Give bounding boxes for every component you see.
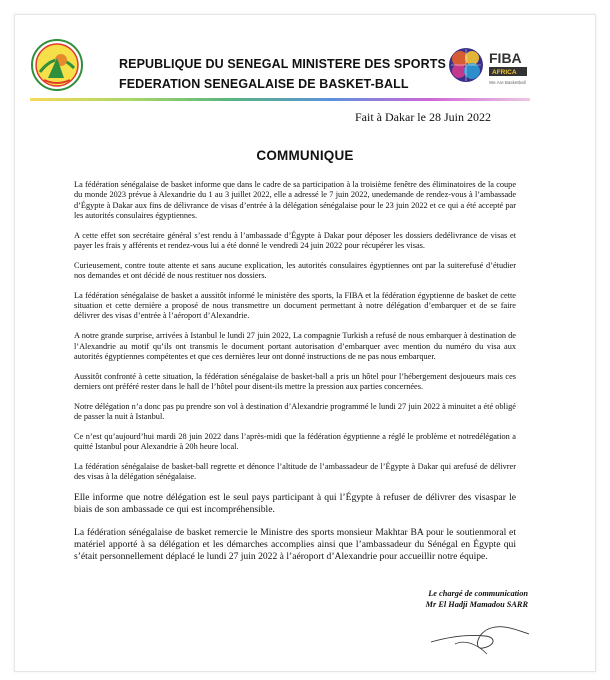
signature-block: [426, 589, 528, 610]
paragraph: La fédération sénégalaise de basket a aussitôt informé le ministère des sports, la FIBA et la fédération égyptienne de basket de cette situation et cette dernière a proposé de nous transmettre un document permettant à notre délégation d’embarquer et de se faire délivrer des visas d’entrée à l’aéroport d’Alexandrie.: [74, 290, 516, 321]
signatory-name: Mr El Hadji Mamadou SARR: [425, 599, 528, 609]
paragraph: La fédération sénégalaise de basket remercie le Ministre des sports monsieur Makhtar BA pour le soutienmoral et matériel apporté à sa délégation et les démarches accomplies ainsi que l’ambassadeur du Sénégal en Égypte qui s’était personnellement déplacé le lundi 27 juin 2022 à l’aéroport d’Alexandrie pour accueillir notre équipe.: [74, 527, 516, 563]
header-divider: [30, 98, 530, 101]
letterhead-line-1: REPUBLIQUE DU SENEGAL MINISTERE DES SPORTS: [119, 57, 446, 71]
letterhead: [119, 54, 446, 94]
paragraph: Ce n’est qu’aujourd’hui mardi 28 juin 2022 dans l’après-midi que la fédération égyptienne a réglé le problème et notredélégation a quitté Istanbul pour Alexandrie à 20h heure local.: [74, 431, 516, 452]
fsbb-logo: [30, 38, 84, 92]
fiba-africa-logo: [445, 44, 531, 92]
document-title: COMMUNIQUE: [256, 148, 354, 163]
paragraph: Curieusement, contre toute attente et sans aucune explication, les autorités consulaires égyptiennes ont par la suiterefusé d’étudier nos demandes et ont décidé de nous restituer nos dossiers.: [74, 260, 516, 281]
document-body: [74, 180, 516, 574]
paragraph: La fédération sénégalaise de basket informe que dans le cadre de sa participation à la troisième fenêtre des éliminatoires de la coupe du monde 2023 prévue à Alexandrie du 1 au 3 juillet 2022, elle a adressé le 7 juin 2022, unedemande de rendez-vous à l’ambassade d’Égypte à Dakar aux fins de délivrance de visas d’entrée à la délégation sénégalaise pour le 23 juin 2022 et ce qui a été accepté par les autorités consulaires égyptiennes.: [74, 180, 516, 220]
handwritten-signature: [425, 614, 535, 658]
letterhead-line-2: FEDERATION SENEGALAISE DE BASKET-BALL: [119, 77, 409, 91]
svg-text:AFRICA: AFRICA: [492, 69, 517, 76]
paragraph: Elle informe que notre délégation est le seul pays participant à qui l’Égypte à refuser de délivrer des visaspar le biais de son ambassade ce qui est incompréhensible.: [74, 492, 516, 516]
paragraph: A notre grande surprise, arrivées à Istanbul le lundi 27 juin 2022, La compagnie Turkish a refusé de nous embarquer à destination de l’Alexandrie au motif qu’ils ont transmis le document portant autorisation d’embarquer avec mention du numéro du visa aux autorités égyptiennes compétentes et que ces dernières leur ont donné instructions de ne pas nous embarquer.: [74, 331, 516, 361]
paragraph: Aussitôt confronté à cette situation, la fédération sénégalaise de basket-ball a pris un hôtel pour l’hébergement desjoueurs mais ces derniers ont préféré rester dans le hall de l’hôtel pour disent-ils mettre la pression aux parties concernées.: [74, 371, 516, 391]
paragraph: Notre délégation n’a donc pas pu prendre son vol à destination d’Alexandrie programmé le lundi 27 juin 2022 à minuitet a été obligé de passer la nuit à Istanbul.: [74, 401, 516, 422]
paragraph: La fédération sénégalaise de basket-ball regrette et dénonce l’altitude de l’ambassadeur de l’Égypte à Dakar qui arefusé de délivrer des visas à la délégation sénégalaise.: [74, 461, 516, 482]
document-date: Fait à Dakar le 28 Juin 2022: [355, 110, 491, 124]
svg-text:We Are Basketball: We Are Basketball: [489, 80, 526, 85]
signatory-role: Le chargé de communication: [428, 589, 528, 598]
svg-text:FIBA: FIBA: [489, 50, 522, 66]
paragraph: A cette effet son secrétaire général s’est rendu à l’ambassade d’Égypte à Dakar pour déposer les dossiers dedélivrance de visas et payer les frais y afférents et rendez-vous lui a été donné le vendredi 24 juin 2022 pour récupérer les visas.: [74, 230, 516, 250]
